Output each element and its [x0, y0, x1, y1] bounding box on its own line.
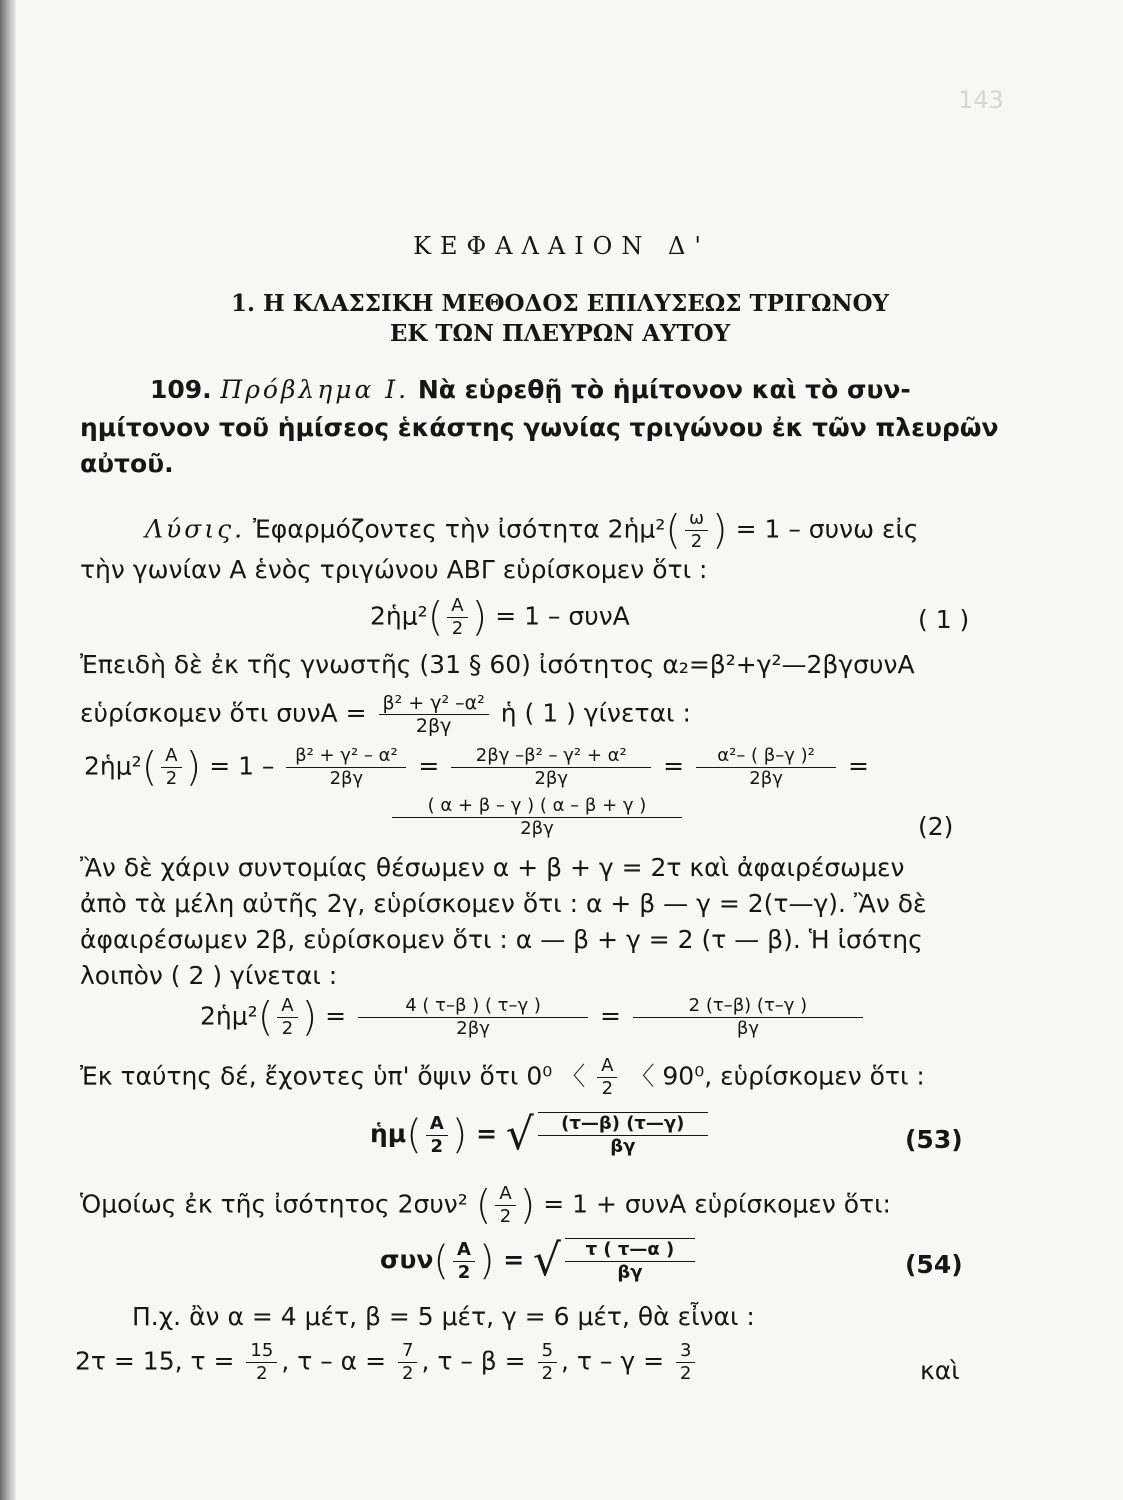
- problem-text-3: αὐτοῦ.: [80, 449, 174, 478]
- solution-line-4: [80, 692, 691, 737]
- fraction-a-2: $\frac{A}{2}$: [453, 1239, 475, 1284]
- fraction-step-3: $\frac{\text{α²– ( β–γ )²}}{2\beta\gamma}$: [696, 745, 836, 790]
- equation-1: 2ἡμ²( $\frac{A}{2}$ ) = 1 – συνΑ: [370, 594, 630, 641]
- text-run: 2τ = 15, τ =: [75, 1346, 235, 1376]
- solution-line-2: τὴν γωνίαν Α ἑνὸς τριγώνου ΑΒΓ εὑρίσκομεν ὅτι :: [80, 555, 708, 584]
- radicand-54: $\frac{\tau ( \tau—\alpha )}{\beta\gamma}$: [565, 1238, 695, 1284]
- formula-54: συν( $\frac{A}{2}$ ) = √ $\frac{\tau ( \tau—\alpha )}{\beta\gamma}$: [380, 1238, 699, 1284]
- text-run: 〈 90⁰, εὑρίσκομεν ὅτι :: [629, 1061, 925, 1091]
- radicand-53: $\frac{(\tau—\beta) (\tau—\gamma)}{\beta\gamma}$: [538, 1112, 708, 1158]
- fraction-3-2: $\frac{3}{2}$: [676, 1340, 695, 1385]
- solution-line-10: λοιπὸν ( 2 ) γίνεται :: [80, 961, 338, 990]
- text-run: συν: [380, 1245, 434, 1274]
- fraction-cos-a: $\frac{\text{β² + γ² –α²}}{2\beta\gamma}$: [379, 692, 489, 737]
- text-run: = 1 –: [209, 751, 275, 781]
- scan-margin: [0, 0, 16, 1500]
- example-line-1: Π.χ. ἂν α = 4 μέτ, β = 5 μέτ, γ = 6 μέτ, θὰ εἶναι :: [132, 1302, 755, 1331]
- problem-heading: [150, 375, 911, 405]
- solution-line-9: ἀφαιρέσωμεν 2β, εὑρίσκομεν ὅτι : α — β + γ = 2 (τ — β). Ἡ ἰσότης: [80, 925, 923, 954]
- text-run: 2ἡμ²: [200, 1001, 258, 1031]
- solution-line-8: ἀπὸ τὰ μέλη αὐτῆς 2γ, εὑρίσκομεν ὅτι : α + β — γ = 2(τ—γ). Ἂν δὲ: [80, 889, 927, 918]
- section-title-line1: 1. Η ΚΛΑΣΣΙΚΗ ΜΕΘΟΔΟΣ ΕΠΙΛΥΣΕΩΣ ΤΡΙΓΩΝΟΥ: [231, 290, 889, 317]
- example-line-2: [75, 1340, 699, 1385]
- chapter-title: ΚΕΦΑΛΑΙΟΝ Δ': [413, 232, 710, 260]
- text-run: 2ἡμ²: [370, 601, 428, 631]
- fraction-step-5: $\frac{4 ( \tau-\beta ) ( \tau-\gamma )}{2\beta\gamma}$: [358, 995, 588, 1040]
- equation-number-1: ( 1 ): [918, 605, 970, 634]
- solution-line-3: Ἐπειδὴ δὲ ἐκ τῆς γνωστῆς (31 § 60) ἰσότητος α₂=β²+γ²—2βγσυνΑ: [80, 650, 915, 679]
- fraction-step-1: $\frac{\text{β² + γ² – α²}}{2\beta\gamma}$: [286, 745, 406, 790]
- text-run: ἡμ: [370, 1119, 407, 1148]
- problem-number: 109.: [150, 375, 212, 404]
- text-run: Ἐφαρμόζοντες τὴν ἰσότητα 2ἡμ²: [253, 514, 666, 544]
- text-run: 2ἡμ²: [84, 751, 142, 781]
- fraction-omega-2: $\frac{\omega}{2}$: [685, 508, 708, 553]
- fraction-a-2: $\frac{A}{2}$: [447, 595, 467, 640]
- text-run: , τ – β =: [421, 1346, 526, 1376]
- fraction-7-2: $\frac{7}{2}$: [398, 1340, 417, 1385]
- fraction-step-6: $\frac{2 (\tau-\beta) (\tau-\gamma )}{\beta\gamma}$: [633, 995, 863, 1040]
- problem-text-2: ημίτονον τοῦ ἡμίσεος ἑκάστης γωνίας τριγώνου ἐκ τῶν πλευρῶν: [80, 413, 999, 442]
- solution-line-7: Ἂν δὲ χάριν συντομίας θέσωμεν α + β + γ = 2τ καὶ ἀφαιρέσωμεν: [80, 853, 905, 882]
- section-title-line2: ΕΚ ΤΩΝ ΠΛΕΥΡΩΝ ΑΥΤΟΥ: [389, 320, 731, 347]
- text-run: = 1 + συνΑ εὑρίσκομεν ὅτι:: [543, 1189, 891, 1219]
- fraction-a-2: $\frac{A}{2}$: [161, 745, 181, 790]
- problem-text-1: Νὰ εὑρεθῇ τὸ ἡμίτονον καὶ τὸ συν-: [417, 375, 911, 404]
- equation-number-53: (53): [905, 1125, 963, 1154]
- fraction-5-2: $\frac{5}{2}$: [538, 1340, 557, 1385]
- text-run: Ἐκ ταύτης δέ, ἔχοντες ὑπ' ὄψιν ὅτι 0⁰ 〈: [80, 1061, 586, 1091]
- text-run: Ὁμοίως ἐκ τῆς ἰσότητος 2συν²: [80, 1189, 468, 1219]
- equation-chain-continued: [388, 795, 686, 840]
- fraction-a-2: $\frac{A}{2}$: [277, 995, 297, 1040]
- equation-number-2: (2): [918, 812, 954, 841]
- text-run: = 1 – συνΑ: [495, 601, 630, 631]
- page-number: 143: [958, 86, 1004, 114]
- fraction-a-2: $\frac{A}{2}$: [426, 1113, 448, 1158]
- fraction-a-2: $\frac{A}{2}$: [495, 1183, 515, 1228]
- text-run: εὑρίσκομεν ὅτι συνΑ =: [80, 698, 367, 728]
- solution-line-12: [80, 1055, 925, 1100]
- solution-line-13: Ὁμοίως ἐκ τῆς ἰσότητος 2συν² ( $\frac{A}{2}$ ) = 1 + συνΑ εὑρίσκομεν ὅτι:: [80, 1182, 891, 1229]
- fraction-15-2: $\frac{15}{2}$: [246, 1340, 277, 1385]
- fraction-a-2: $\frac{A}{2}$: [597, 1055, 617, 1100]
- fraction-step-4: $\frac{( \alpha + \beta - \gamma ) ( \alpha - \beta + \gamma )}{2\beta\gamma}$: [392, 795, 682, 840]
- problem-label: Πρόβλημα Ι.: [220, 375, 410, 404]
- text-run: , τ – γ =: [561, 1346, 665, 1376]
- text-run: , τ – α =: [281, 1346, 387, 1376]
- formula-53: ἡμ( $\frac{A}{2}$ ) = √ $\frac{(\tau—\beta) (\tau—\gamma)}{\beta\gamma}$: [370, 1112, 712, 1158]
- text-run: ἡ ( 1 ) γίνεται :: [500, 698, 691, 728]
- equation-substituted: 2ἡμ²( $\frac{A}{2}$ ) = $\frac{4 ( \tau-\beta ) ( \tau-\gamma )}{2\beta\gamma}$ = $\frac{2 (\tau-\beta) (\tau-\gamma )}{\beta\gamma}$: [200, 995, 867, 1040]
- equation-number-54: (54): [905, 1250, 963, 1279]
- fraction-step-2: $\frac{\text{2βγ –β² – γ² + α²}}{2\beta\gamma}$: [451, 745, 651, 790]
- solution-line-1: Λύσις. Ἐφαρμόζοντες τὴν ἰσότητα 2ἡμ²( $\frac{\omega}{2}$ ) = 1 – συνω εἰς: [145, 507, 919, 554]
- example-kai: καὶ: [920, 1356, 960, 1385]
- text-run: = 1 – συνω εἰς: [735, 514, 919, 544]
- solution-label: Λύσις.: [145, 514, 246, 544]
- equation-chain: 2ἡμ²( $\frac{A}{2}$ ) = 1 – $\frac{\text{β² + γ² – α²}}{2\beta\gamma}$ = $\frac{\text{2βγ –β² – γ² + α²}}{2\beta\gamma}$ = $\frac{\text{α²– ( β–γ )²}}{2\beta\gamma}$ =: [84, 744, 869, 791]
